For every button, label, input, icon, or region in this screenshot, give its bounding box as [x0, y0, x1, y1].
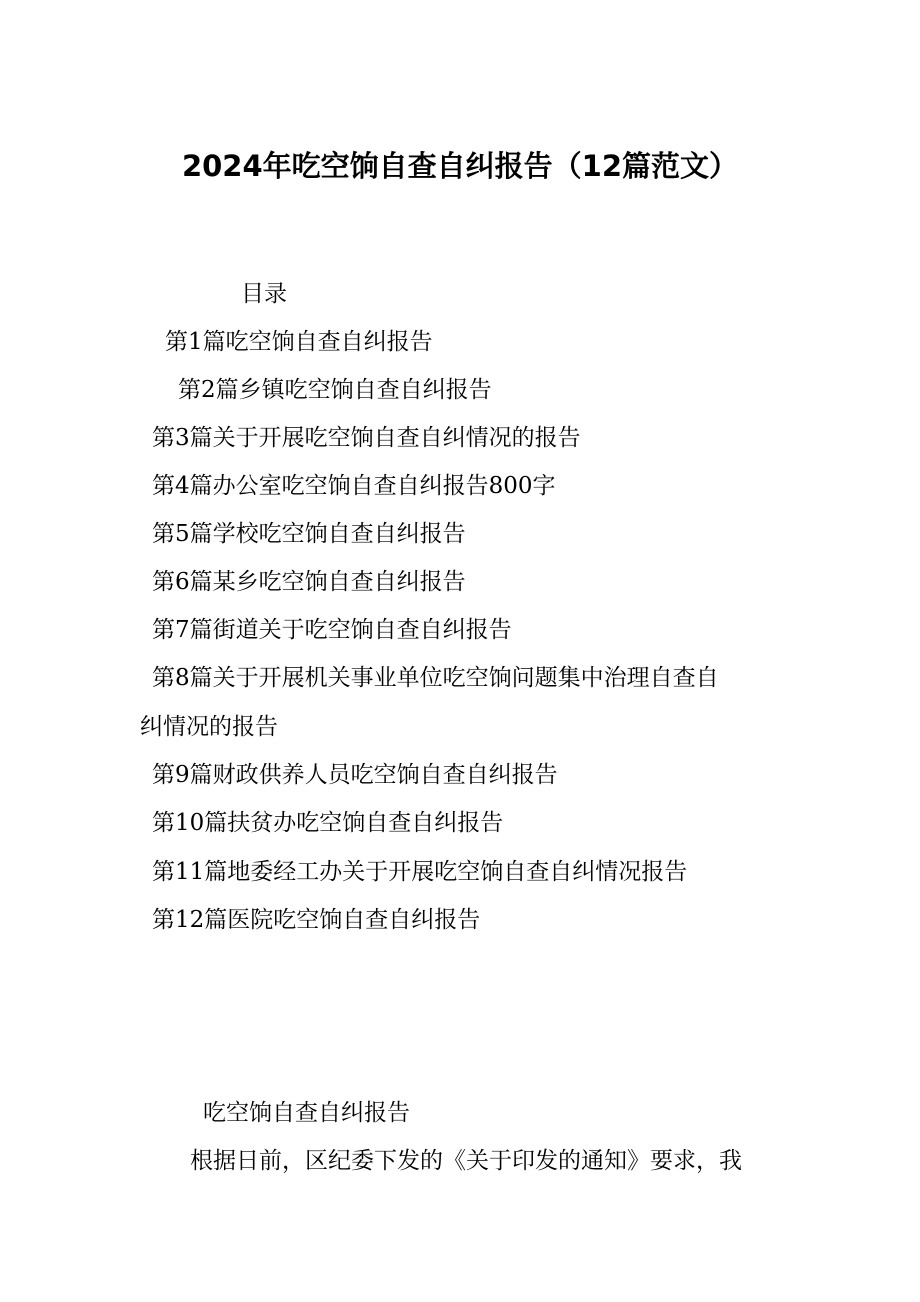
section-title: 吃空饷自查自纠报告: [203, 1100, 410, 1126]
toc-item-5[interactable]: 第5篇学校吃空饷自查自纠报告: [152, 521, 466, 547]
toc-item-1[interactable]: 第1篇吃空饷自查自纠报告: [165, 329, 433, 355]
toc-item-2[interactable]: 第2篇乡镇吃空饷自查自纠报告: [178, 377, 492, 403]
toc-item-12[interactable]: 第12篇医院吃空饷自查自纠报告: [152, 907, 481, 933]
toc-item-8-continuation[interactable]: 纠情况的报告: [140, 714, 278, 740]
document-title: 2024年吃空饷自查自纠报告（12篇范文）: [181, 149, 739, 183]
toc-item-7[interactable]: 第7篇街道关于吃空饷自查自纠报告: [152, 617, 512, 643]
body-paragraph: 根据日前，区纪委下发的《关于印发的通知》要求，我: [190, 1148, 742, 1174]
toc-item-6[interactable]: 第6篇某乡吃空饷自查自纠报告: [152, 569, 466, 595]
toc-heading: 目录: [241, 281, 287, 307]
toc-item-3[interactable]: 第3篇关于开展吃空饷自查自纠情况的报告: [152, 425, 581, 451]
toc-item-11[interactable]: 第11篇地委经工办关于开展吃空饷自查自纠情况报告: [152, 859, 688, 885]
toc-item-10[interactable]: 第10篇扶贫办吃空饷自查自纠报告: [152, 810, 504, 836]
toc-item-9[interactable]: 第9篇财政供养人员吃空饷自查自纠报告: [152, 762, 558, 788]
toc-item-4[interactable]: 第4篇办公室吃空饷自查自纠报告800字: [152, 473, 556, 499]
toc-item-8[interactable]: 第8篇关于开展机关事业单位吃空饷问题集中治理自查自: [152, 665, 719, 691]
